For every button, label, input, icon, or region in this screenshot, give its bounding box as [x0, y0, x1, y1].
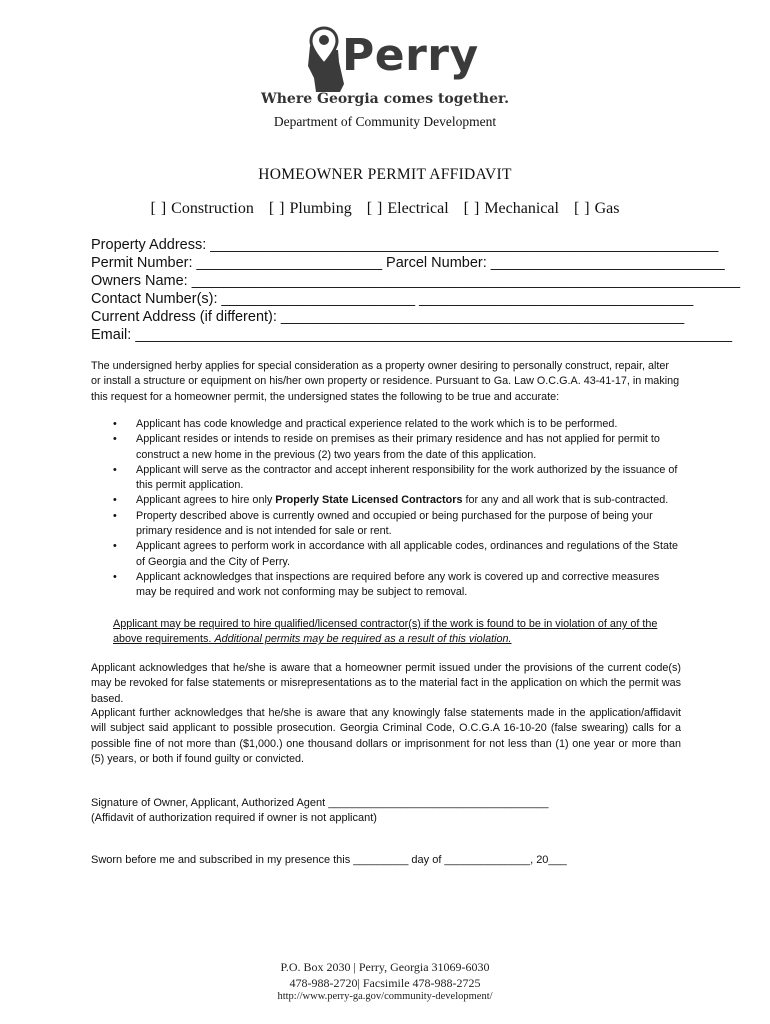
permit-parcel-field[interactable]: Permit Number: _______________________ Parcel Number: _____________________________ — [91, 255, 725, 271]
list-item: • Applicant resides or intends to reside on premises as their primary residence and has not applied for permit to construct a new home in the previous (2) two years from the date of this application. — [113, 433, 660, 461]
current-address-field[interactable]: Current Address (if different): __________________________________________________ — [91, 309, 685, 325]
list-item: • Applicant agrees to hire only Properly State Licensed Contractors for any and all work that is sub-contracted. — [91, 493, 681, 508]
statement-list — [91, 417, 681, 601]
department-name: Department of Community Development — [273, 114, 497, 129]
list-item: • Property described above is currently owned and occupied or being purchased for the purpose of being your primary residence and is not intended for sale or rent. — [113, 509, 653, 538]
perry-logo — [304, 26, 479, 94]
prosecution-acknowledgement: Applicant further acknowledges that he/she is aware that any knowingly false statements made in the application/affidavit will subject said applicant to possible prosecution. Georgia Criminal Code, O.C.G.A 16-10-20 (false swearing) calls for a possible fine of not more than ($1,000.) one thousand dollars or imprisonment for not less than (1) one year or more than (5) years, or both if found guilty or convicted. — [91, 707, 681, 765]
footer-address: P.O. Box 2030 | Perry, Georgia 31069-6030 — [280, 960, 490, 974]
footer-url[interactable]: http://www.perry-ga.gov/community-development/ — [277, 991, 493, 1002]
checkbox-gas[interactable]: [ ] Gas — [573, 200, 620, 217]
checkbox-electrical[interactable]: [ ] Electrical — [366, 200, 449, 217]
signature-line[interactable]: Signature of Owner, Applicant, Authorized Agent ____________________________________ — [91, 797, 549, 809]
tagline: Where Georgia comes together. — [261, 91, 509, 107]
owners-name-field[interactable]: Owners Name: ____________________________________________________________________ — [91, 273, 741, 289]
checkbox-construction[interactable]: [ ] Construction — [150, 200, 254, 217]
bullet-icon: • — [113, 463, 117, 476]
list-item: • Applicant will serve as the contractor and accept inherent responsibility for the work authorized by the issuance of this permit application. — [113, 463, 678, 492]
bullet-icon: • — [113, 494, 117, 507]
checkbox-mechanical[interactable]: [ ] Mechanical — [463, 200, 559, 217]
violation-warning: Applicant may be required to hire qualified/licensed contractor(s) if the work is found to be in violation of any of the above requirements. Additional permits may be required as a result of this violation. — [113, 618, 658, 646]
contact-numbers-field[interactable]: Contact Number(s): ________________________ __________________________________ — [91, 291, 694, 307]
list-item: • Applicant agrees to perform work in accordance with all applicable codes, ordinances and regulations of the State of Georgia and the City of Perry. — [113, 540, 678, 568]
bullet-icon: • — [113, 509, 117, 522]
signature-block — [91, 796, 549, 826]
applicant-fields — [91, 236, 741, 344]
email-field[interactable]: Email: __________________________________________________________________________ — [91, 327, 733, 343]
notary-line[interactable]: Sworn before me and subscribed in my presence this _________ day of ______________, 20___ — [91, 854, 567, 866]
signature-note: (Affidavit of authorization required if owner is not applicant) — [91, 812, 377, 824]
bullet-icon: • — [113, 540, 117, 553]
checkbox-plumbing[interactable]: [ ] Plumbing — [268, 200, 352, 217]
intro-paragraph: The undersigned herby applies for special consideration as a property owner desiring to personally construct, repair, alter or install a structure or equipment on his/her own property or residence. Pursuant to Ga. Law O.C.G.A. 43-41-17, in making this request for a homeowner permit, the undersigned states the following to be true and accurate: — [91, 360, 680, 403]
bullet-icon: • — [113, 433, 117, 446]
property-address-field[interactable]: Property Address: _______________________________________________________________ — [91, 237, 719, 253]
permit-type-checkboxes — [0, 200, 770, 218]
list-item: • Applicant acknowledges that inspections are required before any work is covered up and corrective measures may be required and work not conforming may be subject to removal. — [113, 570, 660, 599]
revocation-acknowledgement: Applicant acknowledges that he/she is aware that a homeowner permit issued under the provisions of the current code(s) may be revoked for false statements or misrepresentations as to the material fact in the application on which the permit was based. — [91, 662, 681, 705]
bullet-icon: • — [113, 418, 117, 430]
form-title: HOMEOWNER PERMIT AFFIDAVIT — [258, 166, 512, 183]
list-item: • Applicant has code knowledge and practical experience related to the work which is to be performed. — [91, 417, 681, 432]
bullet-icon: • — [113, 570, 117, 583]
logo-wordmark: Perry — [342, 30, 479, 81]
footer-phone: 478-988-2720| Facsimile 478-988-2725 — [289, 976, 481, 990]
